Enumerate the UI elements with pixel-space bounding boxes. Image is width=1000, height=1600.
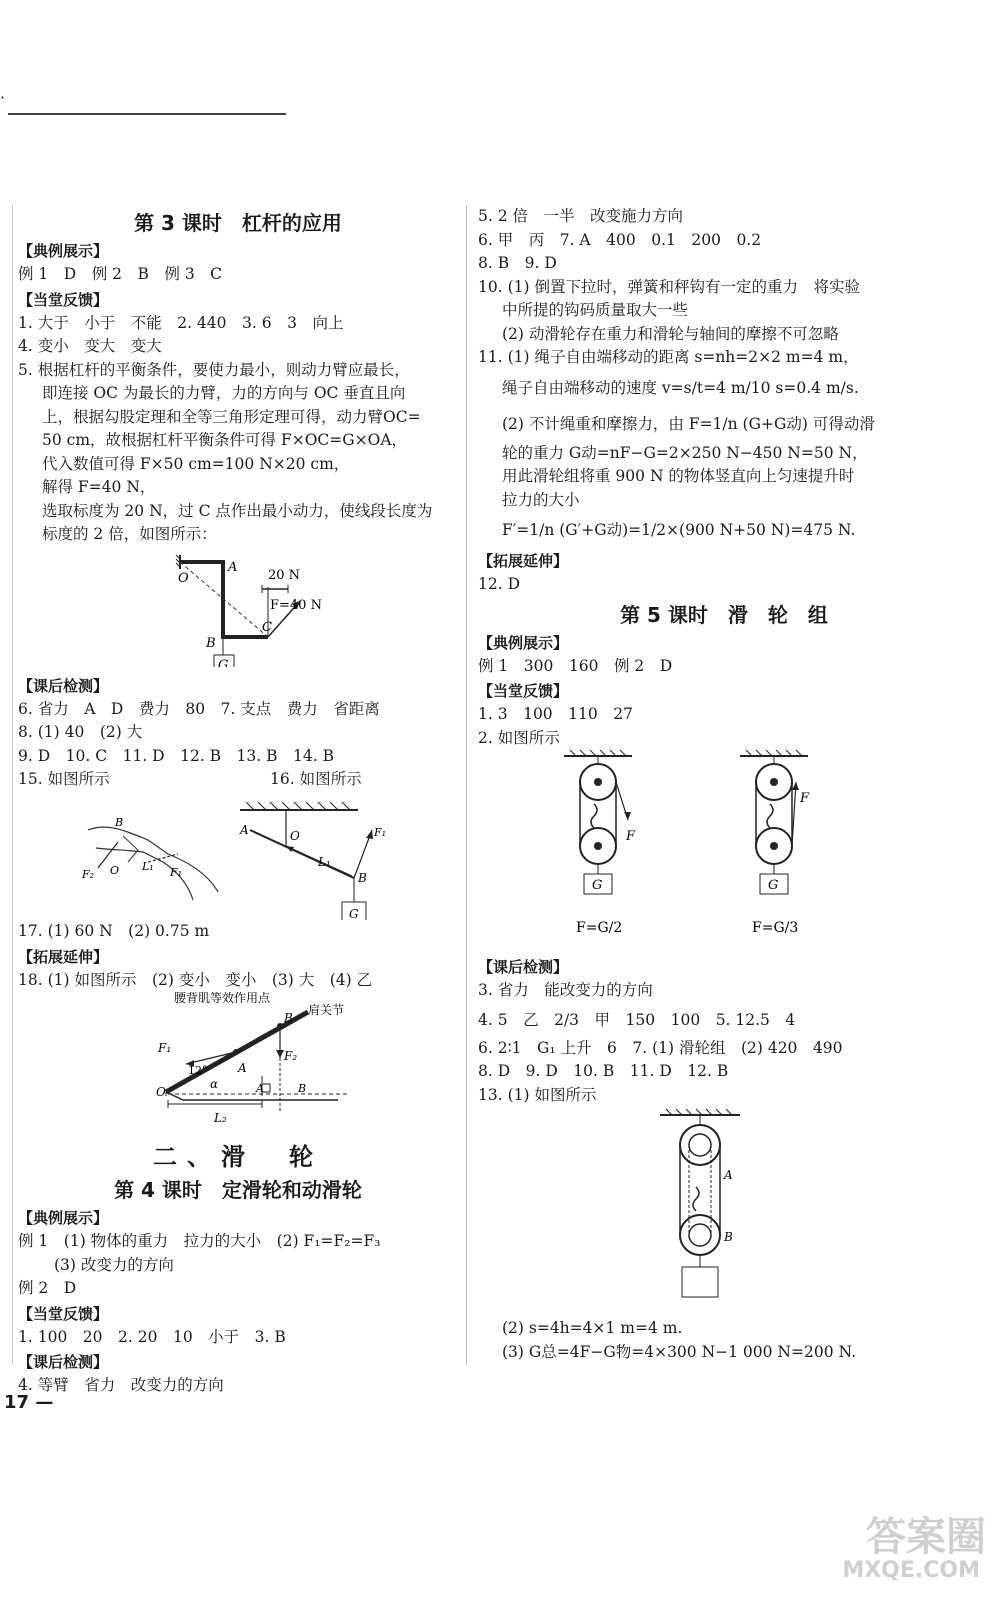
section-examples: 【典例展示】	[478, 633, 569, 652]
left-margin-rule	[12, 205, 13, 1365]
muscle-label: 腰背肌等效作用点	[174, 992, 271, 1005]
pulley1-f-label: F	[626, 829, 636, 844]
answer-line: 4. 5 乙 2/3 甲 150 100 5. 12.5 4	[478, 1010, 796, 1029]
answer-line: (2) 动滑轮存在重力和滑轮与轴间的摩擦不可忽略	[502, 324, 839, 343]
fig16-l1-label: L₁	[318, 855, 331, 869]
fig18-a-label: A	[238, 1061, 247, 1075]
answer-line: 用此滑轮组将重 900 N 的物体竖直向上匀速提升时	[502, 467, 855, 485]
section-feedback: 【当堂反馈】	[478, 682, 569, 700]
scale-label: 20 N	[268, 567, 301, 583]
angle-label: 12°	[188, 1064, 208, 1077]
column-divider	[466, 205, 467, 1365]
section-extension: 【拓展延伸】	[478, 552, 569, 570]
answer-line: 轮的重力 G动=nF−G=2×250 N−450 N=50 N，	[502, 443, 868, 462]
section-after-class: 【课后检测】	[18, 1353, 109, 1371]
answer-line: 代入数值可得 F×50 cm=100 N×20 cm，	[42, 454, 350, 473]
right-column	[478, 205, 970, 1364]
section-extension: 【拓展延伸】	[18, 947, 109, 966]
answer-line: 17. (1) 60 N (2) 0.75 m	[18, 922, 210, 940]
watermark-logo: 答案圈	[866, 1514, 986, 1560]
fig16-g-label: G	[349, 907, 359, 920]
answer-line: 3. 省力 能改变力的方向	[478, 981, 653, 999]
answer-line: 15. 如图所示	[18, 770, 110, 788]
fig16-b-label: B	[358, 871, 367, 885]
answer-line: (3) G总=4F−G物=4×300 N−1 000 N=200 N.	[502, 1342, 856, 1361]
section-after-class: 【课后检测】	[18, 676, 109, 695]
point-o-label: O	[178, 570, 189, 586]
pulley1-equation: F=G/2	[576, 920, 623, 936]
answer-line: 1. 大于 小于 不能 2. 440 3. 6 3 向上	[18, 313, 344, 332]
answer-line: 例 2 D	[18, 1279, 77, 1297]
fig18-b2-label: B	[298, 1082, 307, 1095]
section-feedback: 【当堂反馈】	[18, 1304, 109, 1323]
answer-line: 6. 甲 丙 7. A 400 0.1 200 0.2	[478, 230, 762, 249]
force-label: F=40 N	[270, 597, 322, 613]
fig15-l1-label: L₁	[142, 860, 154, 873]
pulley1-g-label: G	[592, 878, 603, 893]
point-a-label: A	[228, 559, 238, 575]
answer-line: 6. 省力 A D 费力 80 7. 支点 费力 省距离	[18, 699, 380, 718]
page-number-text: 17	[4, 1392, 30, 1413]
fig18-o-label: O	[156, 1085, 166, 1099]
answer-line: (2) 不计绳重和摩擦力，由 F=1/n (G+G动) 可得动滑	[502, 414, 875, 433]
pulley2-f-label: F	[800, 791, 810, 806]
figure-15-16-svg	[18, 792, 458, 920]
lever-diagram-q5	[18, 547, 458, 667]
chapter-title: 二、滑 轮	[153, 1143, 323, 1171]
fig18-f2-label: F₂	[284, 1049, 298, 1063]
section-feedback: 【当堂反馈】	[18, 290, 109, 309]
answer-line: 50 cm，故根据杠杆平衡条件可得 F×OC=G×OA，	[42, 431, 408, 449]
answer-line: 4. 等臂 省力 改变力的方向	[18, 1376, 224, 1394]
section-examples: 【典例展示】	[18, 242, 109, 260]
l2-label: L₂	[214, 1111, 227, 1125]
lesson-4-title: 第 4 课时 定滑轮和动滑轮	[114, 1178, 362, 1202]
answer-line: (2) s=4h=4×1 m=4 m.	[502, 1319, 683, 1337]
point-b-label: B	[206, 635, 216, 651]
lesson-3-title: 第 3 课时 杠杆的应用	[134, 211, 342, 235]
answer-line: 上，根据勾股定理和全等三角形定理可得，动力臂OC=	[42, 407, 421, 426]
fig15-f2-label: F₂	[82, 868, 95, 881]
weight-label: G	[218, 657, 229, 667]
shoulder-label: 肩关节	[308, 1003, 345, 1017]
fig18-f1-label: F₁	[158, 1041, 172, 1055]
header-rule	[8, 113, 286, 115]
fig13-a-label: A	[724, 1168, 733, 1182]
left-column	[18, 205, 458, 1398]
example-answers: 例 1 D 例 2 B 例 3 C	[18, 265, 223, 283]
answer-line: 5. 根据杠杆的平衡条件，要使力最小，则动力臂应最长，	[18, 360, 410, 379]
alpha-label: α	[210, 1077, 219, 1091]
answer-line: 选取标度为 20 N，过 C 点作出最小动力，使线段长度为	[42, 501, 433, 520]
watermark-url: MXQE.COM	[842, 1558, 980, 1583]
answer-line: 11. (1) 绳子自由端移动的距离 s=nh=2×2 m=4 m，	[478, 348, 859, 366]
answer-line: (3) 改变力的方向	[54, 1255, 174, 1274]
fig16-a-label: A	[240, 823, 249, 837]
pulley2-equation: F=G/3	[752, 920, 799, 936]
section-after-class: 【课后检测】	[478, 958, 569, 976]
fig16-o-label: O	[290, 829, 300, 843]
answer-line: 10. (1) 倒置下拉时，弹簧和秤钩有一定的重力 将实验	[478, 277, 860, 296]
answer-line: 1. 3 100 110 27	[478, 705, 633, 723]
pulley-systems-diagram	[478, 750, 970, 950]
section-examples: 【典例展示】	[18, 1209, 109, 1227]
answer-line: 即连接 OC 为最长的力臂，力的方向与 OC 垂直且向	[42, 384, 406, 402]
pulley2-g-label: G	[768, 878, 779, 893]
answer-line: 13. (1) 如图所示	[478, 1085, 597, 1104]
answer-line: 18. (1) 如图所示 (2) 变小 变小 (3) 大 (4) 乙	[18, 970, 373, 989]
answer-line: 8. D 9. D 10. B 11. D 12. B	[478, 1062, 729, 1080]
fig18-a2-label: A	[256, 1082, 264, 1095]
answer-line: 中所提的钩码质量取大一些	[502, 301, 689, 319]
answer-line: 5. 2 倍 一半 改变施力方向	[478, 207, 684, 225]
pulley-block-diagram-q13	[478, 1107, 970, 1313]
answer-line: 2. 如图所示	[478, 728, 560, 747]
back-lever-diagram-q18	[18, 992, 458, 1127]
answer-line: 绳子自由端移动的速度 v=s/t=4 m/10 s=0.4 m/s.	[502, 378, 859, 397]
fig18-b-label: B	[284, 1011, 293, 1025]
answer-line: 16. 如图所示	[270, 770, 362, 788]
header-mark: ·	[0, 88, 6, 107]
answer-line: 例 1 (1) 物体的重力 拉力的大小 (2) F₁=F₂=F₃	[18, 1232, 381, 1250]
fig15-f1-label: F₁	[170, 866, 183, 879]
answer-line: F′=1/n (G′+G动)=1/2×(900 N+50 N)=475 N.	[502, 521, 856, 539]
answer-line: 标度的 2 倍，如图所示：	[42, 525, 217, 543]
answer-line: 4. 变小 变大 变大	[18, 337, 162, 355]
fig16-f1-label: F₁	[374, 826, 387, 839]
point-c-label: C	[262, 619, 272, 635]
answer-line: 拉力的大小	[502, 490, 580, 509]
answer-line: 8. B 9. D	[478, 254, 557, 272]
lesson-5-title: 第 5 课时 滑 轮 组	[620, 602, 828, 627]
fig13-b-label: B	[724, 1230, 733, 1244]
figures-15-16	[18, 768, 458, 920]
answer-line: 例 1 300 160 例 2 D	[478, 656, 673, 675]
fig15-o-label: O	[110, 864, 120, 877]
answer-line: 8. (1) 40 (2) 大	[18, 723, 143, 741]
answer-line: 9. D 10. C 11. D 12. B 13. B 14. B	[18, 746, 334, 765]
answer-line: 12. D	[478, 575, 521, 593]
answer-line: 6. 2∶1 G₁ 上升 6 7. (1) 滑轮组 (2) 420 490	[478, 1038, 843, 1057]
answer-line: 1. 100 20 2. 20 10 小于 3. B	[18, 1327, 286, 1346]
answer-line: 解得 F=40 N，	[42, 478, 156, 496]
fig15-b-label: B	[115, 816, 124, 829]
page-number: 17 —	[4, 1392, 54, 1413]
